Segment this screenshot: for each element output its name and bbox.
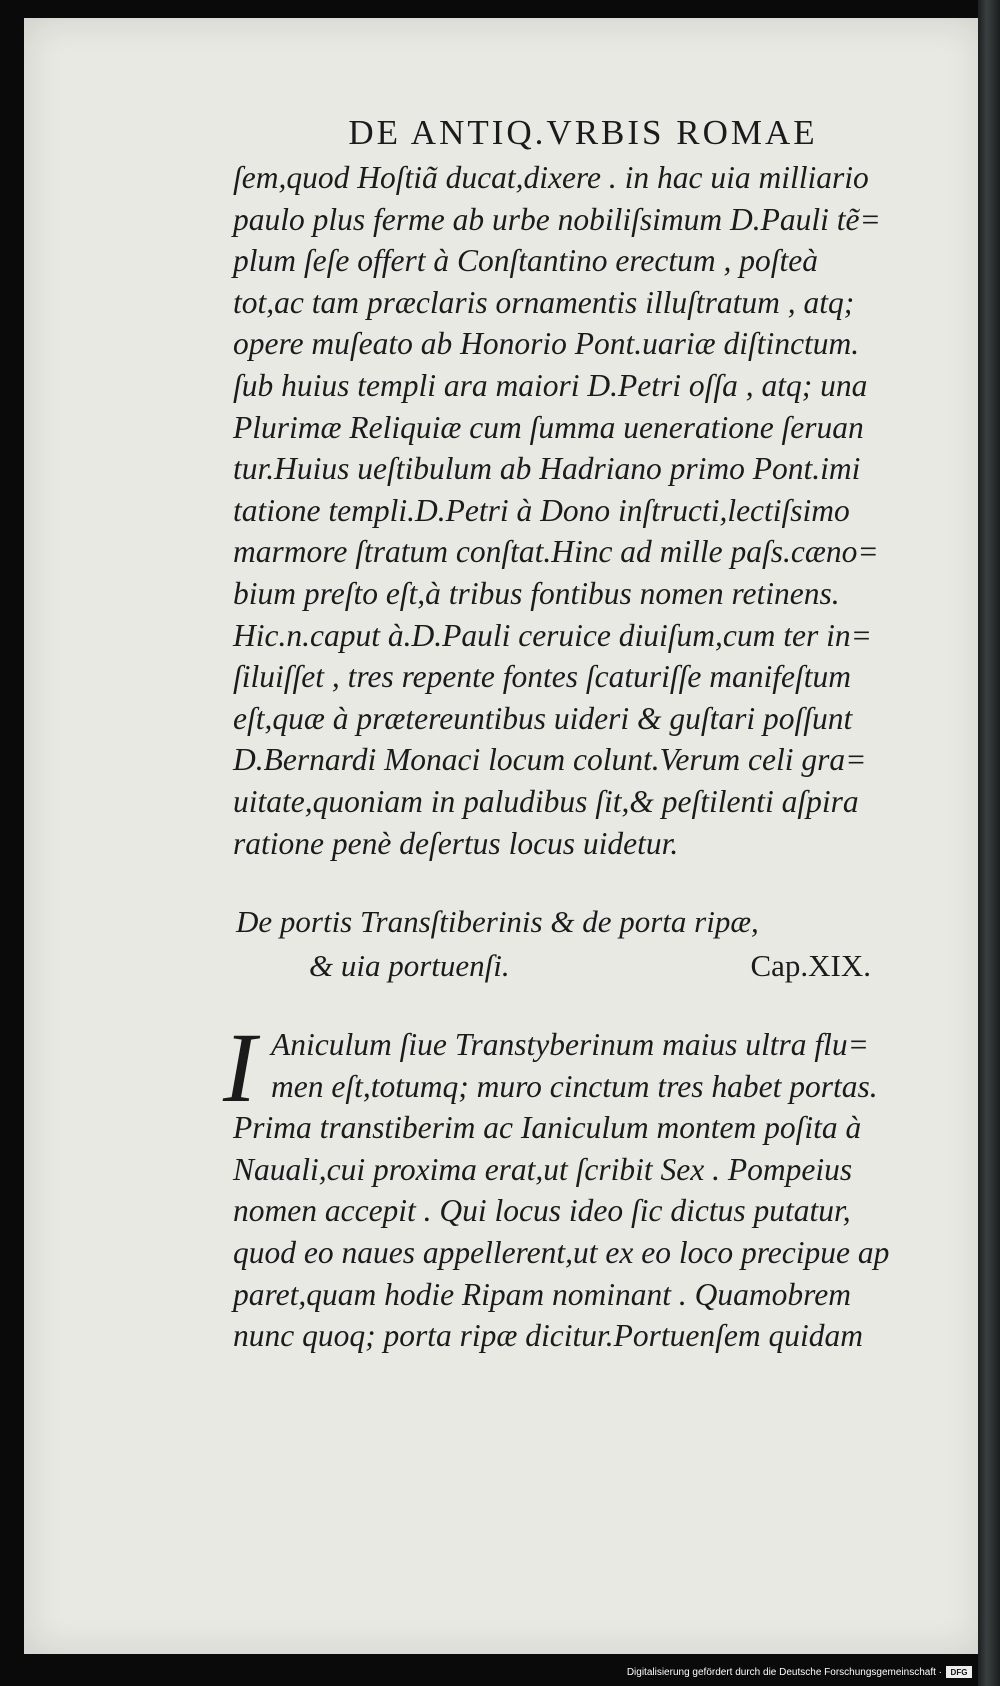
chapter-heading-subtitle: & uia portuenſi.	[309, 948, 510, 984]
text-line: plum ſeſe offert à Conſtantino erectum , poſteà	[233, 243, 818, 279]
text-line: opere muſeato ab Honorio Pont.uariæ diſtinctum.	[233, 326, 860, 362]
text-line: eſt,quæ à prætereuntibus uideri & guſtari poſſunt	[233, 700, 853, 736]
text-line: Plurimæ Reliquiæ cum ſumma ueneratione ſeruan	[233, 409, 864, 445]
text-line: tatione templi.D.Petri à Dono inſtructi,lectiſsimo	[233, 492, 850, 528]
text-line: nunc quoq; porta ripæ dicitur.Portuenſem quidam	[233, 1318, 863, 1354]
text-line: D.Bernardi Monaci locum colunt.Verum celi gra=	[233, 742, 867, 778]
text-line: ſub huius templi ara maiori D.Petri oſſa , atq; una	[233, 367, 868, 403]
text-line: uitate,quoniam in paludibus ſit,& peſtilenti aſpira	[233, 783, 859, 819]
text-line: paulo plus ferme ab urbe nobiliſsimum D.Pauli tẽ=	[233, 201, 881, 237]
running-title-text: DE ANTIQ.VRBIS ROMAE	[348, 113, 818, 152]
text-line: tot,ac tam præclaris ornamentis illuſtratum , atq;	[233, 284, 855, 320]
page-content	[223, 111, 933, 1357]
paragraph-2	[223, 1012, 933, 1357]
chapter-heading-line-1: De portis Transſtiberinis & de porta ripæ,	[236, 904, 759, 940]
dfg-logo-icon: DFG	[946, 1666, 972, 1678]
text-line: Nauali,cui proxima erat,ut ſcribit Sex . Pompeius	[233, 1151, 853, 1187]
text-line: ſem,quod Hoſtiã ducat,dixere . in hac uia milliario	[233, 160, 869, 195]
text-line: paret,quam hodie Ripam nominant . Quamobrem	[233, 1276, 851, 1312]
text-line: marmore ſtratum conſtat.Hinc ad mille paſs.cæno=	[233, 534, 879, 570]
text-line: ratione penè deſertus locus uidetur.	[233, 825, 679, 861]
chapter-heading	[233, 900, 933, 988]
text-line: bium preſto eſt,à tribus fontibus nomen retinens.	[233, 575, 840, 611]
drop-cap: I	[223, 1012, 257, 1124]
chapter-number: Cap.XIX.	[750, 948, 871, 984]
text-line: nomen accepit . Qui locus ideo ſic dictus putatur,	[233, 1193, 851, 1229]
text-line: tur.Huius ueſtibulum ab Hadriano primo Pont.imi	[233, 451, 861, 487]
running-title	[233, 111, 933, 155]
book-edge	[978, 0, 1000, 1686]
paragraph-1	[233, 157, 933, 864]
chapter-heading-line-2	[233, 944, 933, 988]
footer-text: Digitalisierung gefördert durch die Deutsche Forschungsgemeinschaft ·	[626, 1666, 942, 1678]
text-line: men eſt,totumq; muro cinctum tres habet portas.	[271, 1068, 878, 1104]
text-line: Hic.n.caput à.D.Pauli ceruice diuiſum,cum ter in=	[233, 617, 872, 653]
book-page	[24, 18, 984, 1654]
text-line: ſiluiſſet , tres repente fontes ſcaturiſſe manifeſtum	[233, 659, 851, 695]
text-line: quod eo naues appellerent,ut ex eo loco precipue ap	[233, 1235, 890, 1271]
digitization-footer	[627, 1666, 972, 1678]
text-line: Prima transtiberim ac Ianiculum montem poſita à	[233, 1110, 862, 1146]
text-line: Aniculum ſiue Transtyberinum maius ultra flu=	[271, 1027, 869, 1063]
